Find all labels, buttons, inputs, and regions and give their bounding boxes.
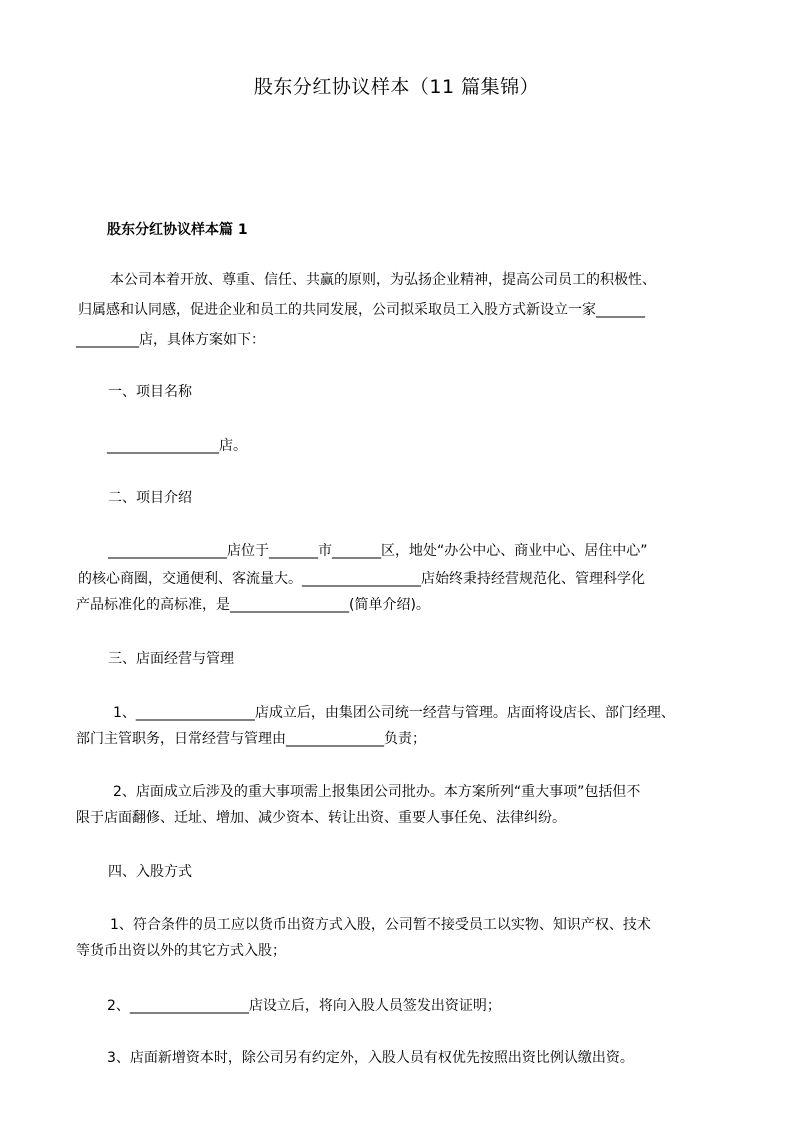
paragraph-line: 1、符合条件的员工应以货币出资方式入股，公司暂不接受员工以实物、知识产权、技术 bbox=[110, 917, 651, 933]
paragraph-line: 部门主管职务，日常经营与管理由______________负责； bbox=[76, 731, 426, 747]
section-item-heading: 四、入股方式 bbox=[108, 864, 192, 880]
section-item-heading: 三、店面经营与管理 bbox=[108, 651, 234, 667]
paragraph-line: 1、_________________店成立后，由集团公司统一经营与管理。店面将设店长、部门经理、 bbox=[113, 705, 675, 721]
section-item-heading: 二、项目介绍 bbox=[108, 490, 192, 506]
document-title: 股东分红协议样本（11 篇集锦） bbox=[253, 76, 540, 98]
paragraph-line: 产品标准化的高标准，是_________________(简单介绍)。 bbox=[76, 597, 430, 613]
paragraph-line: _________________店位于_______市_______区，地处“办公中心、商业中心、居住中心” bbox=[108, 543, 648, 559]
paragraph-line: ________________店。 bbox=[107, 438, 247, 454]
paragraph-line: 等货币出资以外的其它方式入股； bbox=[76, 943, 286, 959]
section-item-heading: 一、项目名称 bbox=[108, 384, 192, 400]
paragraph-line: 归属感和认同感，促进企业和员工的共同发展，公司拟采取员工入股方式新设立一家_______ bbox=[78, 302, 645, 318]
paragraph-line: 限于店面翻修、迁址、增加、减少资本、转让出资、重要人事任免、法律纠纷。 bbox=[76, 810, 566, 826]
paragraph-line: 2、店面成立后涉及的重大事项需上报集团公司批办。本方案所列“重大事项”包括但不 bbox=[113, 784, 641, 800]
section-heading: 股东分红协议样本篇 1 bbox=[107, 222, 248, 238]
paragraph-line: 的核心商圈，交通便利、客流量大。_________________店始终秉持经营规范化、管理科学化 bbox=[78, 571, 645, 587]
paragraph-line: 本公司本着开放、尊重、信任、共赢的原则，为弘扬企业精神，提高公司员工的积极性、 bbox=[110, 272, 656, 288]
paragraph-line: _________店，具体方案如下： bbox=[76, 332, 265, 348]
paragraph-line: 2、_________________店设立后，将向入股人员签发出资证明； bbox=[107, 998, 501, 1014]
paragraph-line: 3、店面新增资本时，除公司另有约定外，入股人员有权优先按照出资比例认缴出资。 bbox=[107, 1050, 634, 1066]
